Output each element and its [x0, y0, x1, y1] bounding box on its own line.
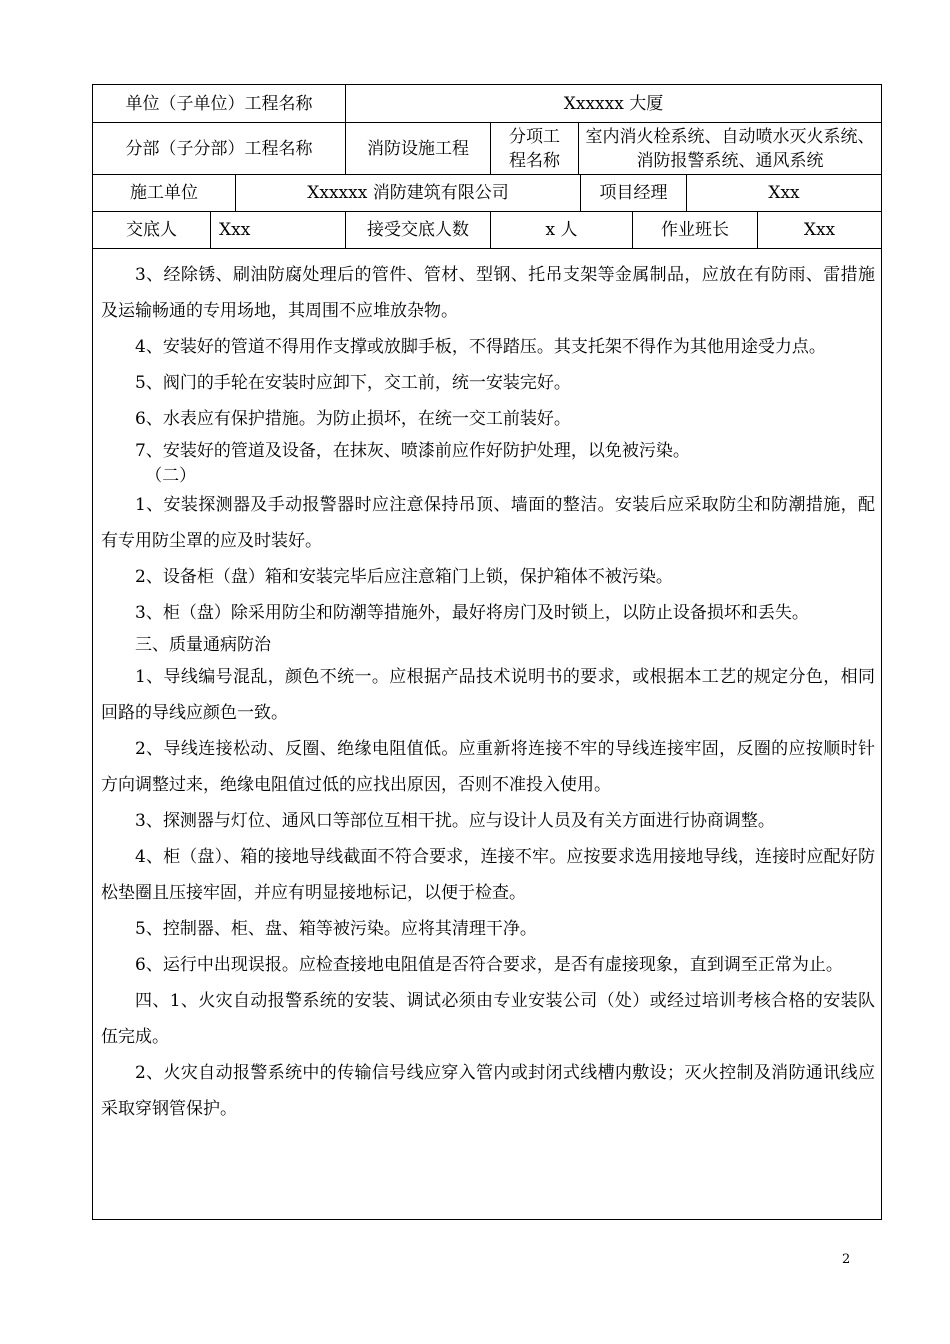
contractor-value: Xxxxxx 消防建筑有限公司	[236, 175, 581, 211]
paragraph: 5、阀门的手轮在安装时应卸下，交工前，统一安装完好。	[135, 373, 571, 393]
paragraph: 3、经除锈、刷油防腐处理后的管件、管材、型钢、托吊支架等金属制品，应放在有防雨、雷措施及运输畅通的专用场地，其周围不应堆放杂物。	[101, 265, 875, 321]
header-row-contractor	[93, 175, 881, 212]
paragraph: 2、设备柜（盘）箱和安装完毕后应注意箱门上锁，保护箱体不被污染。	[135, 567, 673, 587]
project-name-value: Xxxxxx 大厦	[563, 93, 664, 114]
section-heading: 三、质量通病防治	[135, 635, 271, 655]
subitem-value: 室内消火栓系统、自动喷水灭火系统、消防报警系统、通风系统	[585, 126, 875, 171]
paragraph: 4、安装好的管道不得用作支撑或放脚手板，不得踏压。其支托架不得作为其他用途受力点。	[135, 337, 826, 357]
paragraph: 1、导线编号混乱，颜色不统一。应根据产品技术说明书的要求，或根据本工艺的规定分色，相同回路的导线应颜色一致。	[101, 667, 875, 723]
disclosure-form	[92, 84, 882, 1220]
paragraph: 四、1、火灾自动报警系统的安装、调试必须由专业安装公司（处）或经过培训考核合格的安装队伍完成。	[101, 991, 875, 1047]
paragraph: 5、控制器、柜、盘、箱等被污染。应将其清理干净。	[135, 919, 537, 939]
team-leader-value: Xxx	[803, 220, 836, 240]
paragraph: 2、火灾自动报警系统中的传输信号线应穿入管内或封闭式线槽内敷设；灭火控制及消防通讯线应采取穿钢管保护。	[101, 1063, 875, 1119]
paragraph: 4、柜（盘）、箱的接地导线截面不符合要求，连接不牢。应按要求选用接地导线，连接时应配好防松垫圈且压接牢固，并应有明显接地标记，以便于检查。	[101, 847, 875, 903]
subitem-label: 分项工程名称	[491, 123, 579, 174]
division-value: 消防设施工程	[346, 123, 491, 174]
project-manager-label: 项目经理	[581, 175, 687, 211]
receivers-count-label: 接受交底人数	[346, 212, 491, 248]
discloser-value: Xxx	[211, 212, 346, 248]
paragraph: 3、柜（盘）除采用防尘和防潮等措施外，最好将房门及时锁上，以防止设备损坏和丢失。	[135, 603, 809, 623]
page-number: 2	[842, 1252, 851, 1267]
receivers-count-value: x 人	[491, 212, 633, 248]
header-row-project-name	[93, 85, 881, 123]
paragraph: 7、安装好的管道及设备，在抹灰、喷漆前应作好防护处理，以免被污染。	[135, 441, 690, 461]
section-heading: （二）	[145, 466, 197, 486]
disclosure-content	[93, 249, 881, 1219]
paragraph: 2、导线连接松动、反圈、绝缘电阻值低。应重新将连接不牢的导线连接牢固，反圈的应按顺时针方向调整过来，绝缘电阻值过低的应找出原因，否则不准投入使用。	[101, 739, 875, 795]
project-manager-value: Xxx	[768, 183, 800, 203]
team-leader-label: 作业班长	[633, 212, 758, 248]
header-row-disclosure	[93, 212, 881, 249]
division-label: 分部（子分部）工程名称	[93, 123, 346, 174]
paragraph: 1、安装探测器及手动报警器时应注意保持吊顶、墙面的整洁。安装后应采取防尘和防潮措施，配有专用防尘罩的应及时装好。	[101, 495, 875, 551]
paragraph: 6、水表应有保护措施。为防止损坏，在统一交工前装好。	[135, 409, 571, 429]
paragraph: 3、探测器与灯位、通风口等部位互相干扰。应与设计人员及有关方面进行协商调整。	[135, 811, 775, 831]
contractor-label: 施工单位	[93, 175, 236, 211]
paragraph: 6、运行中出现误报。应检查接地电阻值是否符合要求，是否有虚接现象，直到调至正常为止。	[135, 955, 843, 975]
project-name-label: 单位（子单位）工程名称	[93, 85, 346, 122]
discloser-label: 交底人	[93, 212, 211, 248]
header-row-division	[93, 123, 881, 175]
